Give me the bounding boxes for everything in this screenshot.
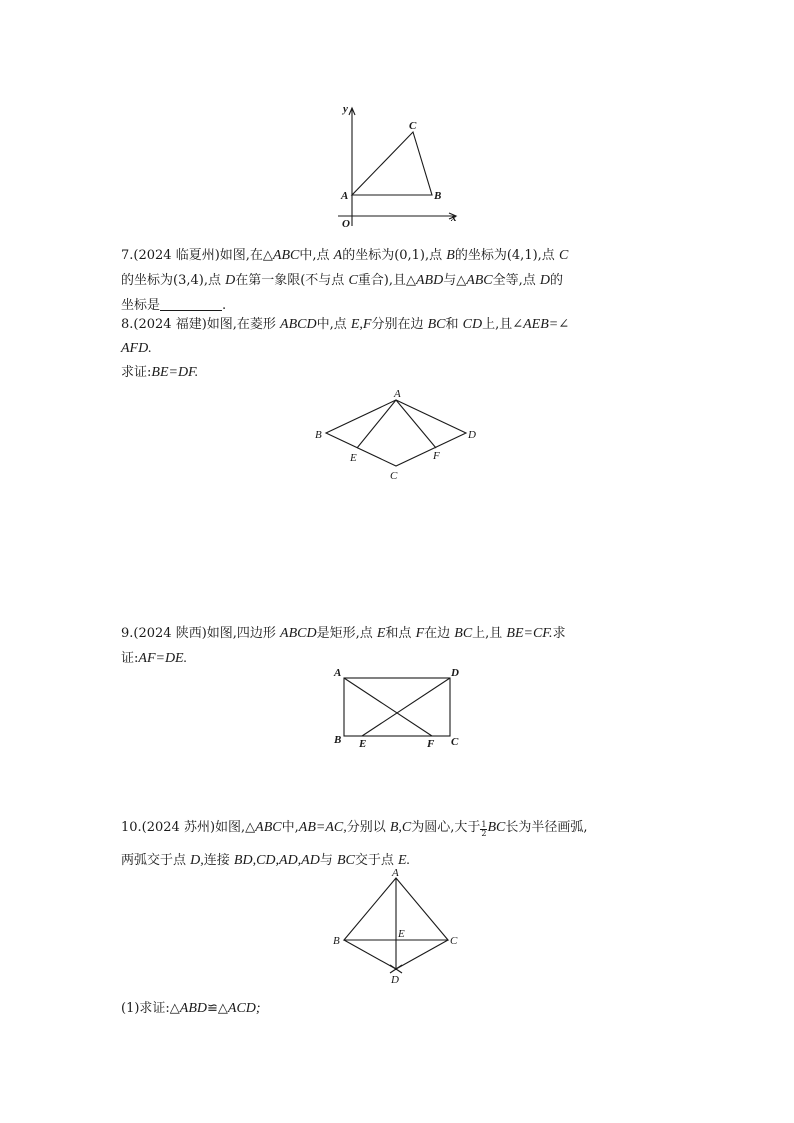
triangle-abc	[352, 132, 432, 195]
label-c: C	[450, 935, 458, 947]
label-c: C	[390, 470, 398, 482]
label-c: C	[409, 120, 417, 132]
label-f: F	[433, 450, 440, 462]
question-10-part-1: (1)求证:△ABD≌△ACD;	[121, 1001, 261, 1016]
label-d: D	[451, 667, 459, 679]
label-a: A	[392, 867, 399, 879]
label-f: F	[427, 738, 435, 750]
label-e: E	[359, 738, 367, 750]
rectangle-abcd	[344, 678, 450, 736]
figure-triangle-arcs	[330, 866, 465, 991]
q9-line-2: 证:AF=DE.	[121, 651, 188, 666]
label-b: B	[315, 429, 322, 441]
label-c: C	[451, 736, 459, 748]
segment-af	[344, 678, 432, 736]
question-8	[121, 313, 681, 385]
segment-af	[396, 400, 436, 448]
label-a: A	[341, 190, 349, 202]
q10-line-1: 10.(2024 苏州)如图,△ABC中,AB=AC,分别以 B,C为圆心,大于 $\frac{1}{2}$ BC长为半径画弧,	[121, 820, 588, 838]
q7-line-3: 坐标是 .	[121, 298, 227, 313]
label-a: A	[334, 667, 342, 679]
q9-line-1: 9.(2024 陕西)如图,四边形 ABCD是矩形,点 E和点 F在边 BC上,且 BE=CF.求	[121, 626, 566, 641]
fraction-half: $\frac{1}{2}$	[481, 820, 487, 838]
label-y: y	[343, 103, 348, 115]
figure-rectangle	[330, 663, 465, 753]
question-7	[121, 243, 681, 318]
q10-line-2: 两弧交于点 D,连接 BD,CD,AD,AD与 BC交于点 E.	[121, 853, 411, 868]
answer-blank	[160, 296, 222, 311]
label-b: B	[333, 935, 340, 947]
segment-de	[362, 678, 450, 736]
q7-line-1: 7.(2024 临夏州)如图,在△ABC中,点 A的坐标为(0,1),点 B的坐标为(4,1),点 C	[121, 248, 569, 263]
q7-line-2: 的坐标为(3,4),点 D在第一象限(不与点 C重合),且△ABD与△ABC全等,点 D的	[121, 273, 564, 288]
figure-rhombus	[310, 386, 485, 486]
q8-line-3: 求证:BE=DF.	[121, 365, 199, 380]
label-b: B	[434, 190, 442, 202]
label-e: E	[350, 452, 357, 464]
label-b: B	[334, 734, 342, 746]
label-x: x	[451, 212, 457, 224]
label-d: D	[391, 974, 399, 986]
rhombus-abcd	[326, 400, 466, 466]
label-a: A	[394, 388, 401, 400]
segment-ae	[357, 400, 396, 448]
figure-coordinate-triangle	[330, 98, 465, 233]
segment-bd	[344, 940, 396, 969]
segment-cd	[396, 940, 448, 969]
q8-line-1: 8.(2024 福建)如图,在菱形 ABCD中,点 E,F分别在边 BC和 CD上,且∠AEB=∠	[121, 317, 570, 332]
q8-line-2: AFD.	[121, 341, 152, 356]
label-o: O	[342, 218, 350, 230]
label-d: D	[468, 429, 476, 441]
label-e: E	[398, 928, 405, 940]
